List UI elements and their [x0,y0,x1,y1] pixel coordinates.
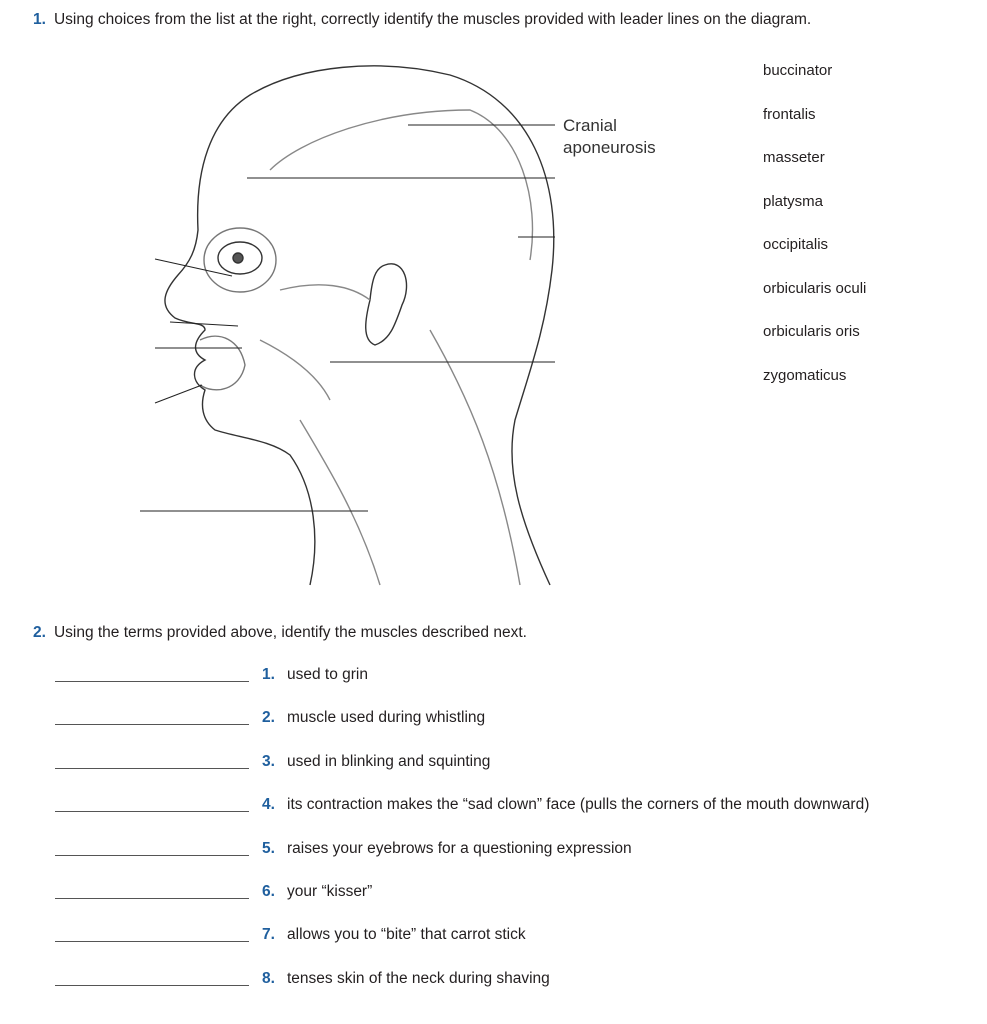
answer-blank[interactable] [55,724,249,725]
choice-item: frontalis [763,105,816,123]
item-text: your “kisser” [287,882,373,900]
label-line-2: aponeurosis [563,138,656,157]
question-number: 2. [33,624,46,641]
item-number: 4. [262,796,275,814]
item-text: used in blinking and squinting [287,752,491,770]
answer-blank[interactable] [55,768,249,769]
item-number: 3. [262,752,275,770]
item-text: raises your eyebrows for a questioning expression [287,839,632,857]
question-text: Using choices from the list at the right, correctly identify the muscles provided with leader lines on the diagram. [53,11,812,28]
answer-blank[interactable] [55,681,249,682]
answer-blank[interactable] [55,941,249,942]
item-text: allows you to “bite” that carrot stick [287,926,526,944]
choice-item: zygomaticus [763,366,847,384]
answer-blank[interactable] [55,855,249,856]
item-text: used to grin [287,666,368,683]
answer-blank[interactable] [55,898,249,899]
item-number: 5. [262,839,275,857]
choices-list [763,62,866,410]
answer-blank[interactable] [55,985,249,986]
item-number: 2. [262,709,275,727]
answer-blank[interactable] [55,811,249,812]
choice-item: platysma [763,192,824,210]
item-text: muscle used during whistling [287,709,486,727]
label-line-1: Cranial [563,116,617,135]
choice-item: occipitalis [763,236,829,253]
item-text: its contraction makes the “sad clown” face (pulls the corners of the mouth downward) [287,796,870,814]
item-number: 1. [262,666,275,683]
question-2 [33,624,527,642]
leader-lines [140,125,555,511]
item-number: 6. [262,882,275,900]
question-number: 1. [33,11,46,28]
item-number: 8. [262,969,275,987]
choice-item: masseter [763,149,825,166]
question-text: Using the terms provided above, identify the muscles described next. [53,624,527,641]
item-number: 7. [262,926,275,944]
choice-item: buccinator [763,62,833,79]
choice-item: orbicularis oculi [763,279,867,297]
item-text: tenses skin of the neck during shaving [287,969,550,987]
choice-item: orbicularis oris [763,323,860,340]
cranial-aponeurosis-label [563,115,656,159]
